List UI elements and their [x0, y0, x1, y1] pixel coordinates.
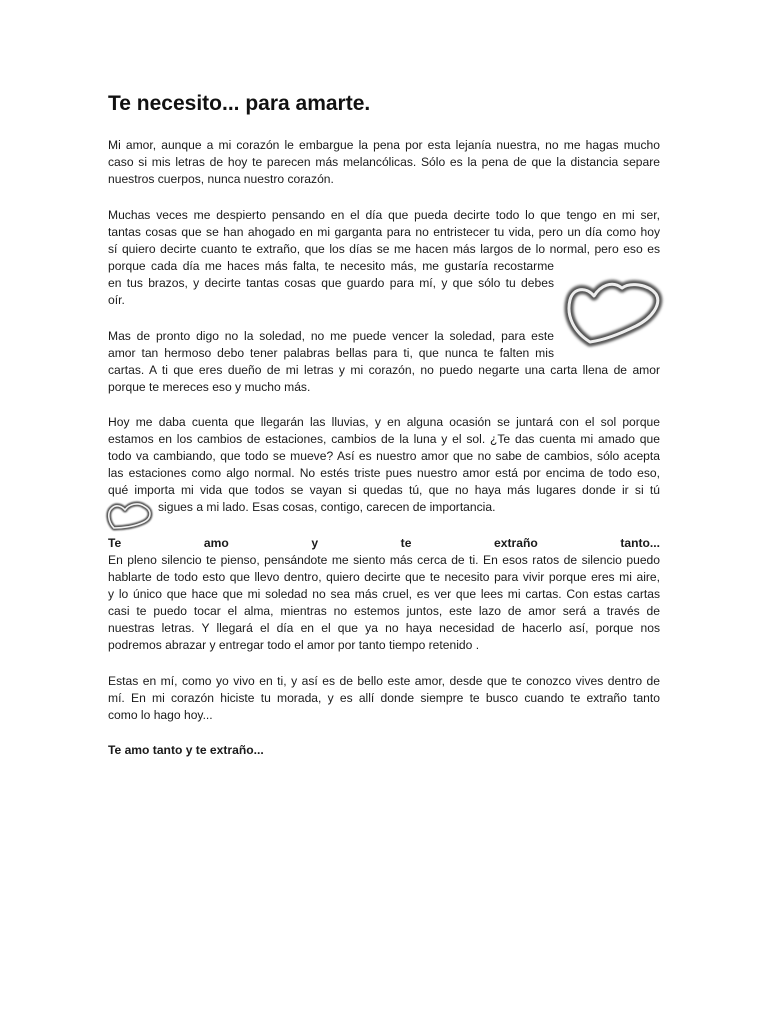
document-title: Te necesito... para amarte. — [108, 92, 371, 115]
paragraph-line: las estaciones como algo normal. No estés triste pues nuestro amor está por encima de todo eso, — [108, 466, 660, 480]
paragraph-line: todo va cambiando, que todo se mueve? Así es nuestro amor que no sabe de cambios, sólo acepta — [108, 449, 660, 463]
paragraph-line: podremos abrazar y entregar todo el amor por tanto tiempo retenido . — [108, 638, 480, 652]
paragraph-line: mí. En mi corazón hiciste tu morada, y es allí donde siempre te busco cuando te extraño tanto — [108, 691, 660, 705]
paragraph-line: oír. — [108, 293, 125, 307]
paragraph-line: En pleno silencio te pienso, pensándote me siento más cerca de ti. En esos ratos de silencio puedo — [108, 553, 660, 567]
paragraph-line: tantas cosas que se han ahogado en mi garganta para no entristecer tu vida, pero un día como hoy — [108, 225, 660, 239]
paragraph-line: cartas. A ti que eres dueño de mi letras y mi corazón, no puedo negarte una carta llena de amor — [108, 363, 660, 377]
paragraph-line: nuestros cuerpos, nunca nuestro corazón. — [108, 172, 334, 186]
paragraph-line: en tus brazos, y decirte tantas cosas que guardo para mí, y que sólo tu debes — [108, 276, 554, 290]
paragraph-line: Estas en mí, como yo vivo en ti, y así es de bello este amor, desde que te conozco vives dentro de — [108, 674, 660, 688]
paragraph-line: y lo único que hace que mi soledad no sea más cruel, es ver que lees mi cartas. Con estas cartas — [108, 587, 660, 601]
paragraph-line: Mas de pronto digo no la soledad, no me puede vencer la soledad, para este — [108, 329, 554, 343]
paragraph-line: Muchas veces me despierto pensando en el día que pueda decirte todo lo que tengo en mi ser, — [108, 208, 660, 222]
paragraph-line: Mi amor, aunque a mi corazón le embargue la pena por esta lejanía nuestra, no me hagas mucho — [108, 138, 660, 152]
heart-icon — [560, 270, 668, 360]
closing-line: Te amo tanto y te extraño... — [108, 743, 264, 757]
paragraph-line: casi te puedo tocar el alma, mientras no estemos juntos, este lazo de amor será a través de — [108, 604, 660, 618]
heart-icon — [104, 498, 158, 538]
paragraph-line: sí quiero decirte cuanto te extraño, que los días se me hacen más largos de lo normal, pero eso es — [108, 242, 660, 256]
section-heading: Te amo y te extraño tanto... — [108, 536, 660, 550]
paragraph-line: hablarte de todo esto que llevo dentro, quiero decirte que te necesito para vivir porque eres mi aire, — [108, 570, 660, 584]
paragraph-line: estamos en los cambios de estaciones, cambios de la luna y el sol. ¿Te das cuenta mi amado que — [108, 432, 660, 446]
paragraph-line: como lo hago hoy... — [108, 708, 213, 722]
paragraph-line: Hoy me daba cuenta que llegarán las lluvias, y en alguna ocasión se juntará con el sol porque — [108, 415, 660, 429]
paragraph-line: qué importa mi vida que todos se vayan si quedas tú, que no haya más lugares donde ir si tú — [108, 483, 660, 497]
paragraph-line: sigues a mi lado. Esas cosas, contigo, carecen de importancia. — [158, 500, 496, 514]
paragraph-line: caso si mis letras de hoy te parecen más melancólicas. Sólo es la pena de que la distancia separe — [108, 155, 660, 169]
paragraph-line: amor tan hermoso debo tener palabras bellas para ti, que nunca te falten mis — [108, 346, 554, 360]
paragraph-line: porque te mereces eso y mucho más. — [108, 380, 311, 394]
paragraph-line: porque cada día me haces más falta, te necesito más, me gustaría recostarme — [108, 259, 554, 273]
paragraph-line: nuestras letras. Y llegará el día en el que ya no haya necesidad de hacerlo así, porque nos — [108, 621, 660, 635]
